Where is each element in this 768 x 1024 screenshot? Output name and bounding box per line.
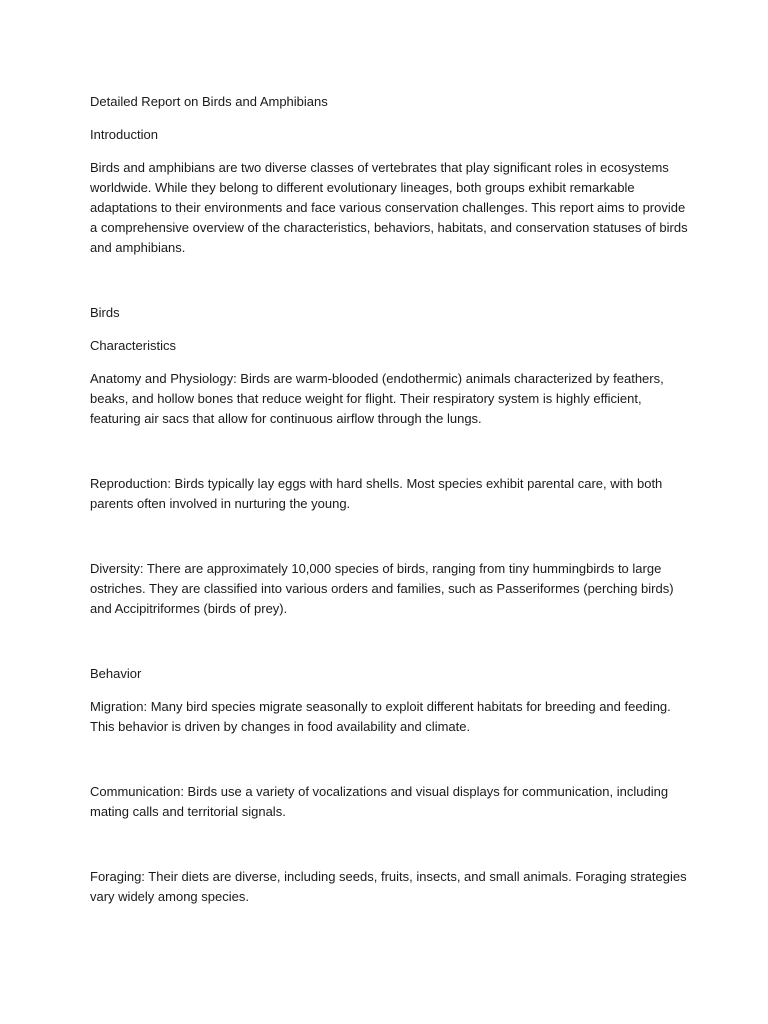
- behavior-heading: Behavior: [90, 666, 142, 681]
- document-body: [90, 92, 690, 907]
- characteristics-heading: Characteristics: [90, 338, 176, 353]
- communication-paragraph: Communication: Birds use a variety of vocalizations and visual displays for communication, including mating calls and territorial signals.: [90, 784, 669, 819]
- document-title: Detailed Report on Birds and Amphibians: [90, 94, 328, 109]
- diversity-paragraph: Diversity: There are approximately 10,000 species of birds, ranging from tiny hummingbirds to large ostriches. They are classified into various orders and families, such as Passeriformes (perching birds) and Accipitriformes (birds of prey).: [90, 561, 674, 616]
- migration-paragraph: Migration: Many bird species migrate seasonally to exploit different habitats for breeding and feeding. This behavior is driven by changes in food availability and climate.: [90, 699, 671, 734]
- reproduction-paragraph: Reproduction: Birds typically lay eggs with hard shells. Most species exhibit parental care, with both parents often involved in nurturing the young.: [90, 476, 663, 511]
- birds-heading: Birds: [90, 305, 120, 320]
- foraging-paragraph: Foraging: Their diets are diverse, including seeds, fruits, insects, and small animals. Foraging strategies vary widely among species.: [90, 869, 687, 904]
- introduction-heading: Introduction: [90, 127, 158, 142]
- introduction-paragraph: Birds and amphibians are two diverse classes of vertebrates that play significant roles in ecosystems worldwide. While they belong to different evolutionary lineages, both groups exhibit remarkable adaptations to their environments and face various conservation challenges. This report aims to provide a comprehensive overview of the characteristics, behaviors, habitats, and conservation statuses of birds and amphibians.: [90, 160, 688, 255]
- anatomy-paragraph: Anatomy and Physiology: Birds are warm-blooded (endothermic) animals characterized by feathers, beaks, and hollow bones that reduce weight for flight. Their respiratory system is highly efficient, featuring air sacs that allow for continuous airflow through the lungs.: [90, 371, 664, 426]
